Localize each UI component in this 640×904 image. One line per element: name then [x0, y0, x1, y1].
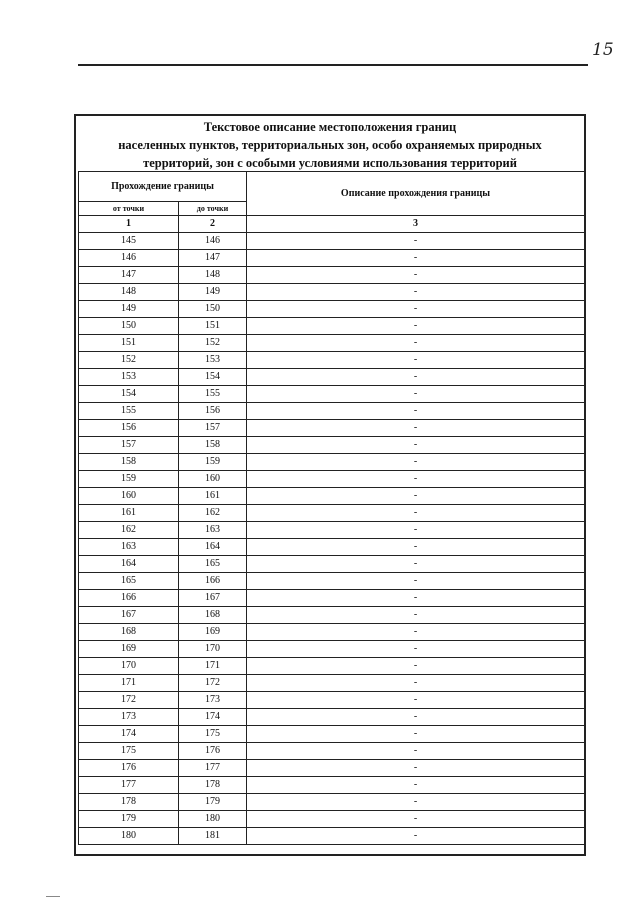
table-row [79, 743, 585, 760]
table-row [79, 267, 585, 284]
column-number: 1 [79, 216, 179, 233]
cell-description: - [247, 624, 585, 641]
cell-from-point: 149 [79, 301, 179, 318]
cell-from-point: 146 [79, 250, 179, 267]
cell-description: - [247, 658, 585, 675]
table-row [79, 352, 585, 369]
table-row [79, 233, 585, 250]
cell-to-point: 180 [179, 811, 247, 828]
cell-to-point: 171 [179, 658, 247, 675]
boundary-table [78, 171, 585, 845]
cell-from-point: 147 [79, 267, 179, 284]
cell-description: - [247, 352, 585, 369]
document-title [80, 118, 580, 172]
table-row [79, 573, 585, 590]
cell-to-point: 149 [179, 284, 247, 301]
title-line: населенных пунктов, территориальных зон, особо охраняемых природных [118, 138, 542, 152]
cell-to-point: 165 [179, 556, 247, 573]
cell-from-point: 161 [79, 505, 179, 522]
cell-from-point: 157 [79, 437, 179, 454]
cell-description: - [247, 709, 585, 726]
header-boundary-passage: Прохождение границы [79, 172, 247, 202]
table-row [79, 471, 585, 488]
column-number: 3 [247, 216, 585, 233]
cell-description: - [247, 471, 585, 488]
cell-to-point: 174 [179, 709, 247, 726]
column-number-row [79, 216, 585, 233]
cell-to-point: 153 [179, 352, 247, 369]
cell-from-point: 150 [79, 318, 179, 335]
table-row [79, 760, 585, 777]
cell-description: - [247, 828, 585, 845]
cell-description: - [247, 641, 585, 658]
table-row [79, 811, 585, 828]
cell-to-point: 146 [179, 233, 247, 250]
cell-from-point: 163 [79, 539, 179, 556]
subheader-from-point: от точки [79, 202, 179, 216]
header-rule [78, 64, 588, 66]
header-boundary-description: Описание прохождения границы [247, 172, 585, 216]
table-row [79, 454, 585, 471]
table-row [79, 794, 585, 811]
cell-from-point: 145 [79, 233, 179, 250]
cell-to-point: 151 [179, 318, 247, 335]
table-row [79, 505, 585, 522]
cell-from-point: 165 [79, 573, 179, 590]
table-row [79, 284, 585, 301]
cell-description: - [247, 777, 585, 794]
table-row [79, 726, 585, 743]
cell-description: - [247, 760, 585, 777]
cell-from-point: 168 [79, 624, 179, 641]
cell-to-point: 161 [179, 488, 247, 505]
cell-from-point: 155 [79, 403, 179, 420]
cell-from-point: 172 [79, 692, 179, 709]
cell-to-point: 158 [179, 437, 247, 454]
cell-to-point: 178 [179, 777, 247, 794]
cell-to-point: 168 [179, 607, 247, 624]
cell-description: - [247, 505, 585, 522]
cell-from-point: 177 [79, 777, 179, 794]
cell-from-point: 166 [79, 590, 179, 607]
cell-from-point: 171 [79, 675, 179, 692]
cell-description: - [247, 454, 585, 471]
table-row [79, 369, 585, 386]
table-row [79, 641, 585, 658]
table-row [79, 675, 585, 692]
cell-description: - [247, 420, 585, 437]
table-row [79, 301, 585, 318]
table-row [79, 386, 585, 403]
cell-from-point: 176 [79, 760, 179, 777]
table-row [79, 777, 585, 794]
cell-from-point: 148 [79, 284, 179, 301]
cell-to-point: 147 [179, 250, 247, 267]
cell-description: - [247, 488, 585, 505]
table-row [79, 607, 585, 624]
cell-from-point: 160 [79, 488, 179, 505]
cell-to-point: 179 [179, 794, 247, 811]
cell-to-point: 166 [179, 573, 247, 590]
table-row [79, 318, 585, 335]
cell-description: - [247, 250, 585, 267]
cell-to-point: 175 [179, 726, 247, 743]
table-row [79, 539, 585, 556]
table-row [79, 437, 585, 454]
cell-description: - [247, 386, 585, 403]
cell-description: - [247, 743, 585, 760]
cell-to-point: 173 [179, 692, 247, 709]
cell-description: - [247, 403, 585, 420]
title-line: территорий, зон с особыми условиями использования территорий [143, 156, 517, 170]
table-row [79, 403, 585, 420]
cell-from-point: 162 [79, 522, 179, 539]
cell-to-point: 164 [179, 539, 247, 556]
table-row [79, 590, 585, 607]
cell-description: - [247, 522, 585, 539]
table-row [79, 624, 585, 641]
cell-to-point: 150 [179, 301, 247, 318]
cell-to-point: 155 [179, 386, 247, 403]
table-row [79, 420, 585, 437]
cell-from-point: 153 [79, 369, 179, 386]
cell-from-point: 167 [79, 607, 179, 624]
table-row [79, 335, 585, 352]
cell-from-point: 159 [79, 471, 179, 488]
column-number: 2 [179, 216, 247, 233]
cell-from-point: 170 [79, 658, 179, 675]
scan-mark [46, 896, 60, 897]
subheader-to-point: до точки [179, 202, 247, 216]
cell-description: - [247, 284, 585, 301]
cell-description: - [247, 556, 585, 573]
cell-from-point: 178 [79, 794, 179, 811]
table-row [79, 488, 585, 505]
cell-description: - [247, 794, 585, 811]
cell-description: - [247, 573, 585, 590]
cell-to-point: 157 [179, 420, 247, 437]
cell-to-point: 156 [179, 403, 247, 420]
cell-description: - [247, 437, 585, 454]
cell-description: - [247, 267, 585, 284]
cell-description: - [247, 811, 585, 828]
table-row [79, 556, 585, 573]
cell-description: - [247, 233, 585, 250]
cell-to-point: 169 [179, 624, 247, 641]
cell-to-point: 181 [179, 828, 247, 845]
cell-to-point: 163 [179, 522, 247, 539]
table-row [79, 709, 585, 726]
cell-description: - [247, 726, 585, 743]
cell-from-point: 169 [79, 641, 179, 658]
title-line: Текстовое описание местоположения границ [203, 120, 457, 134]
table-row [79, 522, 585, 539]
cell-to-point: 176 [179, 743, 247, 760]
cell-from-point: 158 [79, 454, 179, 471]
cell-from-point: 180 [79, 828, 179, 845]
cell-description: - [247, 301, 585, 318]
cell-from-point: 175 [79, 743, 179, 760]
table-row [79, 658, 585, 675]
cell-description: - [247, 539, 585, 556]
table-row [79, 250, 585, 267]
cell-to-point: 148 [179, 267, 247, 284]
table-row [79, 828, 585, 845]
cell-description: - [247, 335, 585, 352]
cell-from-point: 156 [79, 420, 179, 437]
cell-to-point: 162 [179, 505, 247, 522]
cell-from-point: 174 [79, 726, 179, 743]
cell-from-point: 164 [79, 556, 179, 573]
cell-description: - [247, 318, 585, 335]
page-number: 15 [592, 40, 614, 60]
cell-to-point: 172 [179, 675, 247, 692]
cell-description: - [247, 692, 585, 709]
cell-to-point: 177 [179, 760, 247, 777]
cell-from-point: 173 [79, 709, 179, 726]
cell-from-point: 152 [79, 352, 179, 369]
table-row [79, 692, 585, 709]
cell-to-point: 152 [179, 335, 247, 352]
cell-to-point: 154 [179, 369, 247, 386]
table-body [79, 233, 585, 845]
cell-description: - [247, 590, 585, 607]
cell-from-point: 179 [79, 811, 179, 828]
cell-to-point: 159 [179, 454, 247, 471]
cell-to-point: 167 [179, 590, 247, 607]
cell-description: - [247, 369, 585, 386]
cell-from-point: 154 [79, 386, 179, 403]
cell-to-point: 170 [179, 641, 247, 658]
cell-description: - [247, 675, 585, 692]
cell-to-point: 160 [179, 471, 247, 488]
cell-description: - [247, 607, 585, 624]
cell-from-point: 151 [79, 335, 179, 352]
